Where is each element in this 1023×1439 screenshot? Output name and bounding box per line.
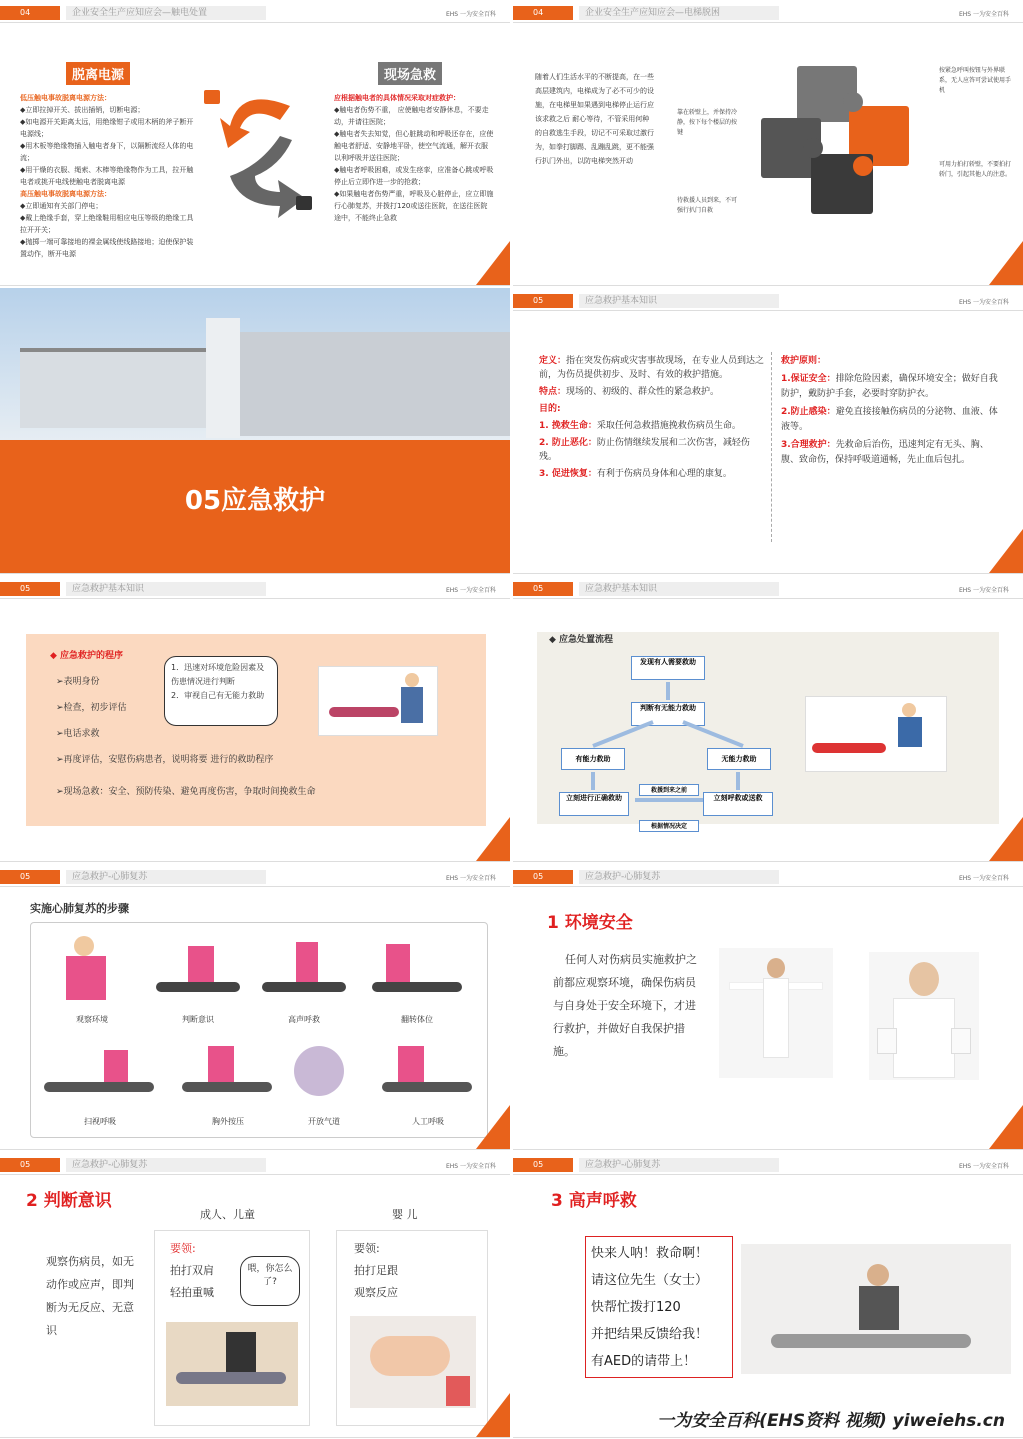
slide-electric-shock [0,0,510,286]
note-emergency-button: 按紧急呼叫按钮与外界联系，无人应答可尝试使用手机 [939,67,1012,94]
ehs-logo: EHS 一为安全百科 [445,11,496,18]
step-label-compression: 胸外按压 [212,1117,244,1126]
step-label-observe: 观察环境 [76,1015,108,1024]
shout-lines: 快来人呐！救命啊！ 请这位先生（女士） 快帮忙拨打120 并把结果反馈给我！ 有AED的请带上！ [591,1246,709,1369]
flow-heading: ◆ 应急处置流程 [549,635,614,645]
slide-header: 05 应急救护-心肺复苏 EHS 一为安全百科 [0,864,510,888]
note-wait-rescue: 待救援人员到来，不可强行扒门自救 [677,197,738,214]
elevator-text: 随着人们生活水平的不断提高，在一些高层建筑内，电梯成为了必不可少的设施，在电梯里如果遇到电梯停止运行应该求救之后 耐心等待，不管采用何种的自救逃生手段，切记不可采取过激行为，如拳打脚踢、乱蹦乱跳，更不能强行扒门外出，以防电梯突然开动 [535,73,654,165]
slide-first-aid-basics [513,288,1023,574]
step-image-rescue-breath [378,1036,478,1110]
note-knock-wall: 可用力拍打轿壁，不要拍打轿门，引起其他人的注意。 [939,161,1012,178]
flow-node-discover: 发现有人需要救助 [631,656,705,680]
watermark: 一为安全百科(EHS资料 视频) yiweiehs.cn [657,1411,1005,1431]
step-label-judge: 判断意识 [182,1015,214,1024]
slide-cpr-steps [0,864,510,1150]
step-image-judge [150,930,246,1008]
slide-elevator-escape [513,0,1023,286]
section-title: 05应急救护 [184,486,326,516]
slide-rescue-procedure [0,576,510,862]
step-image-airway [284,1036,364,1110]
slide-title: 企业安全生产应知应会—触电处置 [66,6,266,20]
env-safety-text: 任何人对伤病员实施救护之前都应观察环境，确保伤病员与自身处于安全环境下，才进行救护，并做好自我保护措施。 [553,953,697,1058]
cpr-illustration [805,696,947,772]
adult-key-label: 要领: [170,1242,196,1255]
right-text: 应根据触电者的具体情况采取对症救护： ◆触电者伤势不重， 应使触电者安静休息，不要走动，并请往医院； ◆触电者失去知觉，但心脏跳动和呼吸还存在，应使触电者舒适、安静地平卧，使空气流通，解开衣服以利呼吸并送往医院； ◆触电者呼吸困难，或发生痉挛，应准备心跳或呼吸停止后立即作进一步的抢救； ◆如果触电者伤势严重，呼吸及心脏停止，应立即施行心肺复苏，并拨打120或送往医院，在送往医院途中，不能终止急救 [334,94,494,222]
step-image-breathing [40,1036,160,1110]
step-label-rescue-breath: 人工呼吸 [412,1117,444,1126]
cpr-heading: 实施心肺复苏的步骤 [30,902,129,915]
slide-call-for-help [513,1152,1023,1438]
call-help-heading: 3 高声呼救 [551,1191,637,1211]
flow-node-call-help: 立刻呼救或送救 [703,792,773,816]
step-label-turn: 翻转体位 [401,1015,433,1024]
infant-tap-heel: 拍打足跟 [354,1264,398,1277]
slide-header: 05 应急救护-心肺复苏 EHS 一为安全百科 [513,864,1023,888]
step-image-compression [178,1036,278,1110]
puzzle-icon [753,62,923,222]
infant-heel-image [350,1316,476,1408]
infant-key-label: 要领: [354,1242,380,1255]
step-image-observe [44,930,140,1008]
slide-header: 05 应急救护基本知识 EHS 一为安全百科 [513,288,1023,312]
slide-section-cover [0,288,510,574]
step-label-shout: 高声呼救 [288,1015,320,1024]
infant-label: 婴 儿 [392,1208,418,1221]
slide-header: 05 应急救护基本知识 EHS 一为安全百科 [0,576,510,600]
factory-building-image [0,288,510,440]
step-label-airway: 开放气道 [308,1117,340,1126]
step-label-breathing: 扫视呼吸 [84,1117,116,1126]
flow-node-unable: 无能力救助 [707,748,771,770]
flow-node-judge: 判断有无能力救助 [631,702,705,726]
definition-list: 定义：指在突发伤病或灾害事故现场，在专业人员到达之前，为伤员提供初步、及时、有效的救护措施。 特点：现场的、初级的、群众性的紧急救护。 目的: 1. 挽救生命：采取任何急救措施挽救伤病员生命。 2. 防止恶化：防止伤情继续发展和二次伤害，减轻伤残。 3. 促进恢复：有利于伤病员身体和心理的康复。 [539,356,765,479]
slide-environment-safety [513,864,1023,1150]
left-text: 低压触电事故脱离电源方法： ◆立即拉掉开关、拔出插销，切断电源； ◆如电源开关距离太远，用绝缘钳子或用木柄的斧子断开电源线； ◆用木板等绝缘物插入触电者身下，以隔断流经人体的电流； ◆用干燥的衣服、绳索、木棒等绝缘物作为工具，拉开触电者或挑开电线使触电者脱离电源 高压触电事故脱离电源方法： ◆立即通知有关部门停电； ◆戴上绝缘手套，穿上绝缘鞋用相应电压等级的绝缘工具拉开开关； ◆抛掷一端可靠接地的裸金属线使线路接地；迫使保护装置动作，断开电源 [20,94,194,258]
slide-emergency-flow [513,576,1023,862]
accident-illustration [318,666,438,736]
note-lean-wall: 靠在轿壁上，并保持冷静，按下每个楼层的按键 [677,109,738,136]
flow-node-correct-aid: 立刻进行正确救助 [559,792,629,816]
slide-header: 05 应急救护基本知识 EHS 一为安全百科 [513,576,1023,600]
tag-first-aid: 现场急救 [378,62,442,85]
speech-bubble: 1．迅速对环境危险因素及伤患情况进行判断 2．审视自己有无能力救助 [164,656,278,726]
speech-bubble: 喂，你怎么了? [240,1256,300,1306]
step-on-site: ➢现场急救：安全、预防传染、避免再度伤害，争取时间挽救生命 [56,787,316,797]
principles-list: 救护原则： 1.保证安全：排除危险因素，确保环境安全；做好自我防护，戴防护手套，必要时穿防护衣。 2.防止感染：避免直接接触伤病员的分泌物、血液、体液等。 3.合理救护：先救命后治伤，迅速判定有无头、胸、腹、致命伤，保持呼吸道通畅，先止血后包扎。 [781,356,998,465]
step-check: ➢检查，初步评估 [56,703,127,713]
cycle-arrows-icon [200,76,320,226]
flow-label-decide: 根据情况决定 [639,820,699,832]
flow-node-able: 有能力救助 [561,748,625,770]
shouting-rescuer-image [741,1244,1011,1374]
step-image-turn [362,930,472,1008]
slide-header: 05 应急救护-心肺复苏 EHS 一为安全百科 [513,1152,1023,1176]
section-number: 04 [0,6,60,20]
step-reassess: ➢再度评估，安慰伤病患者，说明将要 进行的救助程序 [56,755,274,765]
flow-arrows [553,676,783,806]
env-safety-heading: 1 环境安全 [547,913,633,933]
rescuer-gloves-image [869,952,979,1080]
adult-tap-image [166,1322,298,1406]
consciousness-heading: 2 判断意识 [26,1191,112,1211]
slide-header: 05 应急救护-心肺复苏 EHS 一为安全百科 [0,1152,510,1176]
slide-judge-consciousness [0,1152,510,1438]
procedure-heading: ◆ 应急救护的程序 [50,651,124,661]
step-call: ➢电话求救 [56,729,100,739]
infant-observe: 观察反应 [354,1286,398,1299]
slide-header: 04 企业安全生产应知应会—电梯脱困 EHS 一为安全百科 [513,0,1023,24]
step-identify: ➢表明身份 [56,677,100,687]
adult-tap-shoulders: 拍打双肩 [170,1264,214,1277]
tag-disconnect-power: 脱离电源 [66,62,130,85]
adult-child-label: 成人、儿童 [200,1208,255,1221]
adult-call-loud: 轻拍重喊 [170,1286,214,1299]
consciousness-text: 观察伤病员，如无动作或应声，即判断为无反应、无意识 [46,1255,134,1337]
flow-label-before-rescue: 救援到来之前 [639,784,699,796]
rescuer-arms-out-image [719,948,833,1078]
step-image-shout [256,930,352,1008]
slide-header [0,0,510,24]
